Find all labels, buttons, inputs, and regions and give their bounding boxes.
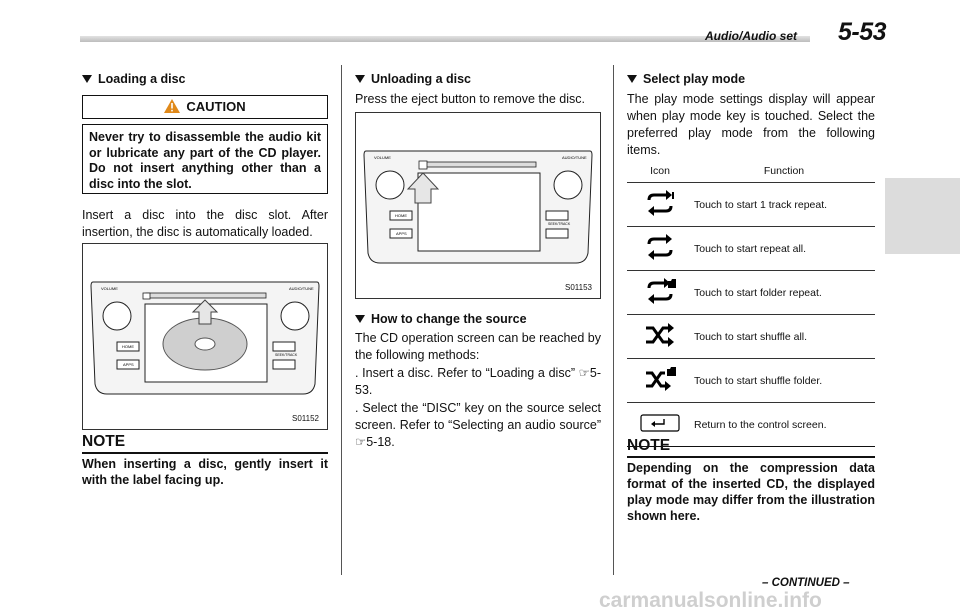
table-row: [627, 183, 875, 227]
figure-code: S01152: [292, 414, 319, 423]
shuffle-all-icon: [643, 322, 677, 348]
table-header-row: [627, 160, 875, 183]
method-item-1: . Insert a disc. Refer to “Loading a disc” ☞5-53.: [355, 366, 601, 397]
repeat-one-icon: [643, 190, 677, 216]
heading-text: Unloading a disc: [371, 72, 472, 86]
audio-tune-label: AUDIO/TUNE: [289, 286, 314, 291]
continued-label: – CONTINUED –: [762, 577, 850, 589]
audio-tune-label: AUDIO/TUNE: [562, 155, 587, 160]
table-header-function: Function: [763, 165, 805, 177]
table-row: [627, 227, 875, 271]
repeat-all-icon: [643, 234, 677, 260]
return-icon: [640, 414, 680, 432]
change-source-heading: [355, 312, 527, 326]
play-mode-body: The play mode settings display will appear when play mode key is touched. Select the preferred play mode from the following items.: [627, 92, 875, 157]
seek-track-label: SEEK/TRACK: [548, 222, 571, 226]
home-label: HOME: [122, 344, 134, 349]
heading-text: Select play mode: [643, 72, 746, 86]
volume-label: VOLUME: [101, 286, 118, 291]
caution-text-label: CAUTION: [186, 99, 246, 114]
loading-disc-body: Insert a disc into the disc slot. After insertion, the disc is automatically loaded.: [82, 208, 328, 239]
heading-text: Loading a disc: [98, 72, 186, 86]
chapter-tab: [885, 178, 960, 254]
heading-text: How to change the source: [371, 312, 527, 326]
home-label: HOME: [395, 213, 407, 218]
section-marker-icon: [355, 315, 365, 323]
mode-description: Touch to start 1 track repeat.: [693, 183, 875, 227]
section-title: Audio/Audio set: [705, 29, 797, 43]
play-mode-table: [627, 160, 875, 447]
caution-label: [82, 95, 328, 119]
note-rule: [627, 456, 875, 458]
seek-track-label: SEEK/TRACK: [275, 353, 298, 357]
column-divider: [341, 65, 342, 575]
mode-description: Touch to start shuffle folder.: [693, 359, 875, 403]
figure-unloading-disc: [355, 112, 601, 299]
mode-description: Touch to start folder repeat.: [693, 271, 875, 315]
warning-icon: [164, 99, 180, 113]
audio-unit-eject-illustration: [356, 113, 600, 298]
apps-label: APPS: [396, 231, 407, 236]
volume-label: VOLUME: [374, 155, 391, 160]
table-row: [627, 271, 875, 315]
note-text: When inserting a disc, gently insert it with the label facing up.: [82, 457, 328, 487]
header-bar: [80, 36, 810, 42]
section-marker-icon: [355, 75, 365, 83]
unloading-disc-body: Press the eject button to remove the disc.: [355, 92, 585, 106]
column-divider: [613, 65, 614, 575]
note-text: Depending on the compression data format of the inserted CD, the displayed play mode may differ from the illustration shown here.: [627, 461, 875, 523]
unloading-disc-heading: [355, 72, 471, 86]
select-play-mode-heading: [627, 72, 745, 86]
note-heading: NOTE: [82, 433, 126, 450]
section-marker-icon: [627, 75, 637, 83]
section-marker-icon: [82, 75, 92, 83]
mode-description: Touch to start repeat all.: [693, 227, 875, 271]
table-row: [627, 359, 875, 403]
change-source-body: The CD operation screen can be reached by the following methods:: [355, 331, 601, 362]
figure-code: S01153: [565, 283, 592, 292]
mode-description: Return to the control screen.: [693, 403, 875, 447]
page-number: 5-53: [838, 18, 887, 46]
note-rule: [82, 452, 328, 454]
mode-description: Touch to start shuffle all.: [693, 315, 875, 359]
apps-label: APPS: [123, 362, 134, 367]
figure-loading-disc: [82, 243, 328, 430]
caution-box: Never try to disassemble the audio kit or lubricate any part of the CD player. Do not insert anything other than a disc into the slot.: [82, 124, 328, 194]
method-item-2: . Select the “DISC” key on the source select screen. Refer to “Selecting an audio source” ☞5-18.: [355, 401, 601, 449]
shuffle-folder-icon: [643, 366, 677, 392]
audio-unit-illustration: [83, 244, 327, 429]
loading-disc-heading: [82, 72, 186, 86]
table-row: [627, 315, 875, 359]
note-heading: NOTE: [627, 437, 671, 454]
table-header-icon: Icon: [650, 165, 670, 177]
repeat-folder-icon: [643, 278, 677, 304]
watermark: carmanualsonline.info: [599, 589, 822, 612]
